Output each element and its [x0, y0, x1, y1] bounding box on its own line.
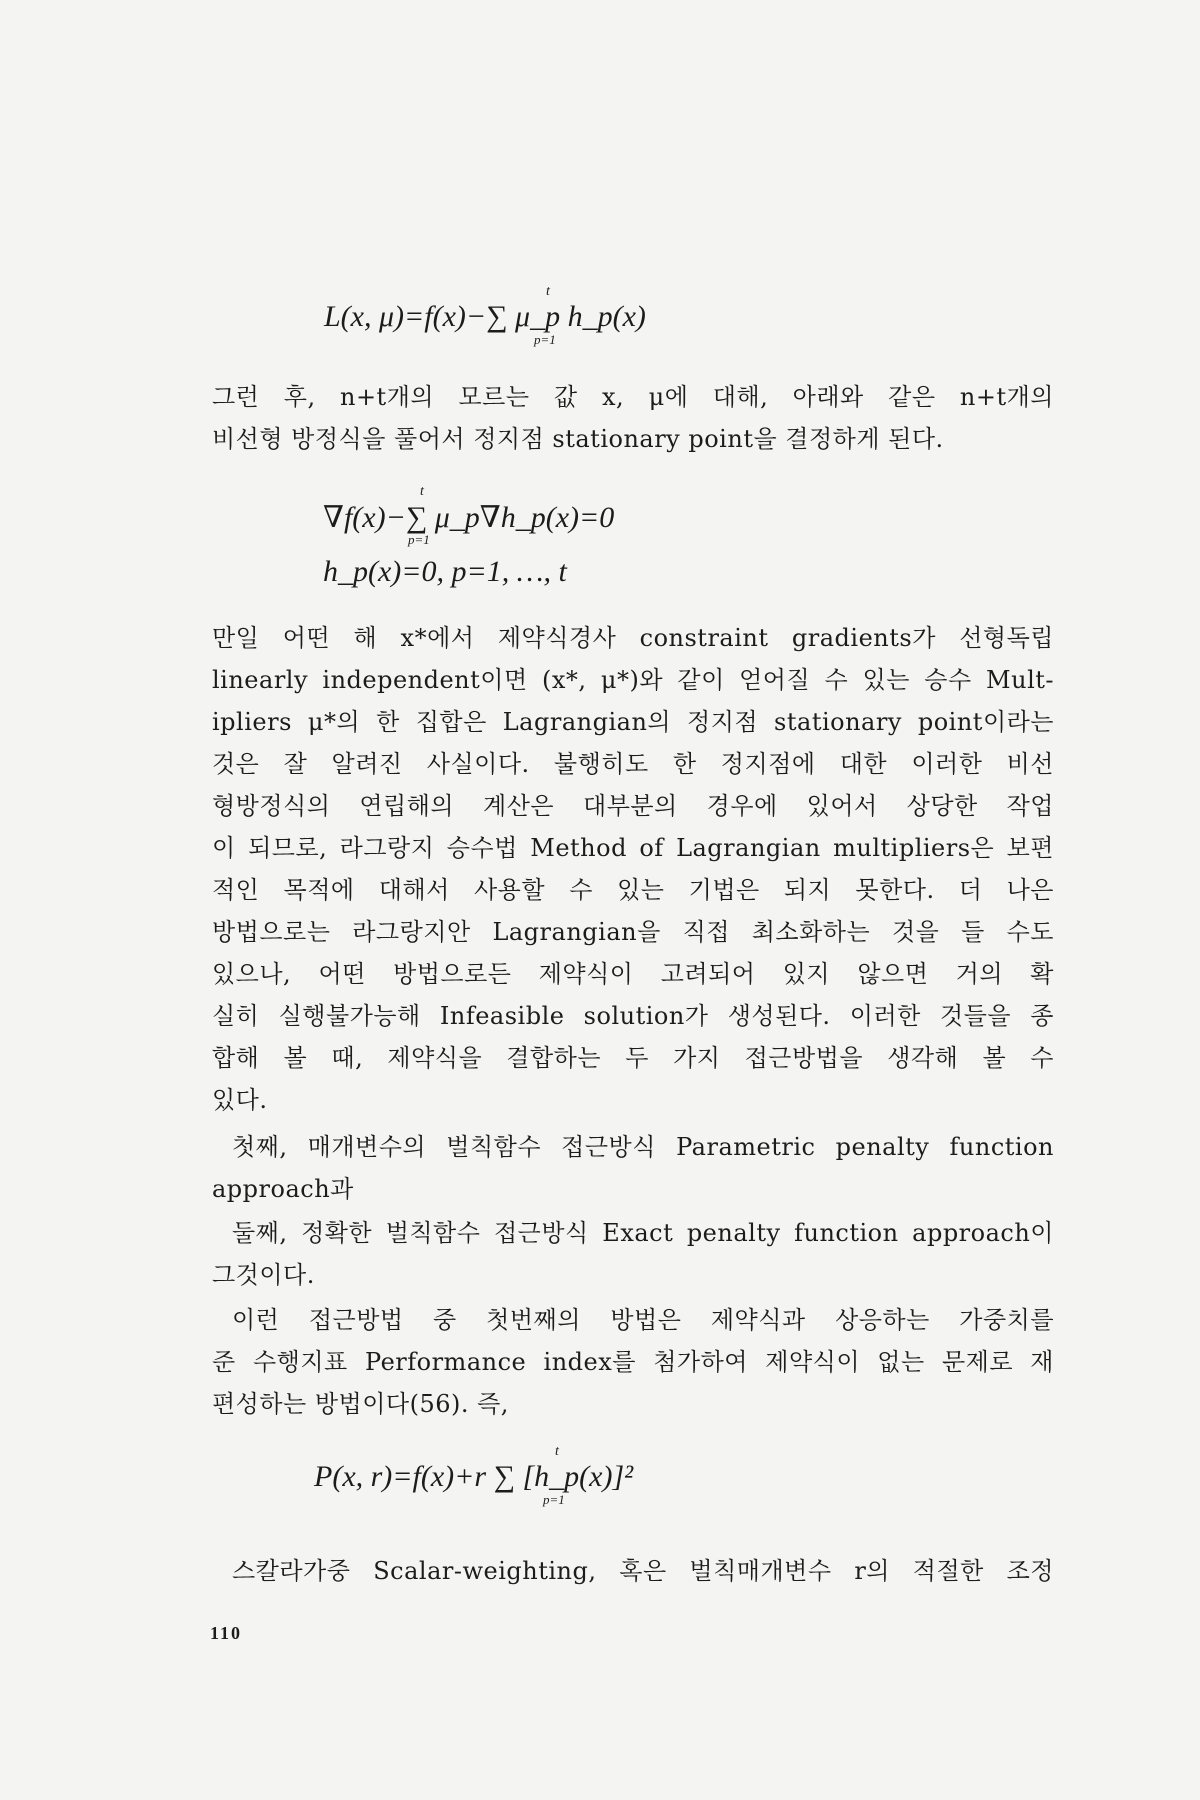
- body-line: 형방정식의 연립해의 계산은 대부분의 경우에 있어서 상당한 작업: [212, 792, 1054, 820]
- penalty-equation: [314, 1444, 634, 1507]
- stationary-equation-2-text: h_p(x)=0, p=1, …, t: [323, 555, 567, 588]
- body-line: 이 되므로, 라그랑지 승수법 Method of Lagrangian multipliers은 보편: [212, 834, 1054, 862]
- body-line: 적인 목적에 대해서 사용할 수 있는 기법은 되지 못한다. 더 나은: [212, 876, 1054, 904]
- body-line: 방법으로는 라그랑지안 Lagrangian을 직접 최소화하는 것을 들 수도: [212, 918, 1054, 946]
- body-line: 둘째, 정확한 벌칙함수 접근방식 Exact penalty function approach이: [232, 1219, 1054, 1247]
- sum-upper-limit: t: [546, 284, 550, 299]
- lagrangian-equation-text: L(x, μ)=f(x)−∑ μ_p h_p(x): [324, 300, 646, 333]
- body-line: 스칼라가중 Scalar-weighting, 혹은 벌칙매개변수 r의 적절한 조정: [232, 1557, 1054, 1585]
- page-number: 110: [210, 1623, 243, 1643]
- body-line: 것은 잘 알려진 사실이다. 불행히도 한 정지점에 대한 이러한 비선: [212, 750, 1054, 778]
- stationary-equation-2: [323, 555, 567, 589]
- body-line: 만일 어떤 해 x*에서 제약식경사 constraint gradients가 선형독립: [212, 624, 1054, 652]
- body-line: 실히 실행불가능해 Infeasible solution가 생성된다. 이러한 것들을 종: [212, 1002, 1054, 1030]
- body-line: 준 수행지표 Performance index를 첨가하여 제약식이 없는 문제로 재: [212, 1348, 1054, 1376]
- sum-lower-limit: p=1: [408, 532, 430, 547]
- body-line: 그것이다.: [212, 1261, 315, 1289]
- penalty-equation-text: P(x, r)=f(x)+r ∑ [h_p(x)]²: [314, 1460, 634, 1493]
- sum-lower-limit: p=1: [534, 332, 556, 347]
- body-line: linearly independent이면 (x*, μ*)와 같이 얻어질 수 있는 승수 Mult-: [212, 666, 1054, 694]
- sum-lower-limit: p=1: [543, 1492, 565, 1507]
- body-line: 비선형 방정식을 풀어서 정지점 stationary point을 결정하게 된다.: [212, 425, 944, 453]
- body-line: 그런 후, n+t개의 모르는 값 x, μ에 대해, 아래와 같은 n+t개의: [212, 383, 1054, 411]
- body-line: approach과: [212, 1175, 354, 1203]
- stationary-equation-1-text: ∇f(x)−∑ μ_p∇h_p(x)=0: [323, 501, 615, 534]
- stationary-equation-1: [323, 484, 615, 547]
- body-line: 첫째, 매개변수의 벌칙함수 접근방식 Parametric penalty function: [232, 1133, 1054, 1161]
- body-line: 편성하는 방법이다(56). 즉,: [212, 1390, 509, 1418]
- body-line: 있으나, 어떤 방법으로든 제약식이 고려되어 있지 않으면 거의 확: [212, 960, 1054, 988]
- sum-upper-limit: t: [555, 1444, 559, 1459]
- sum-upper-limit: t: [420, 484, 424, 499]
- body-line: 있다.: [212, 1086, 268, 1114]
- body-line: 이런 접근방법 중 첫번째의 방법은 제약식과 상응하는 가중치를: [232, 1306, 1054, 1334]
- lagrangian-equation: [324, 284, 646, 347]
- body-line: ipliers μ*의 한 집합은 Lagrangian의 정지점 stationary point이라는: [212, 708, 1054, 736]
- body-line: 합해 볼 때, 제약식을 결합하는 두 가지 접근방법을 생각해 볼 수: [212, 1044, 1054, 1072]
